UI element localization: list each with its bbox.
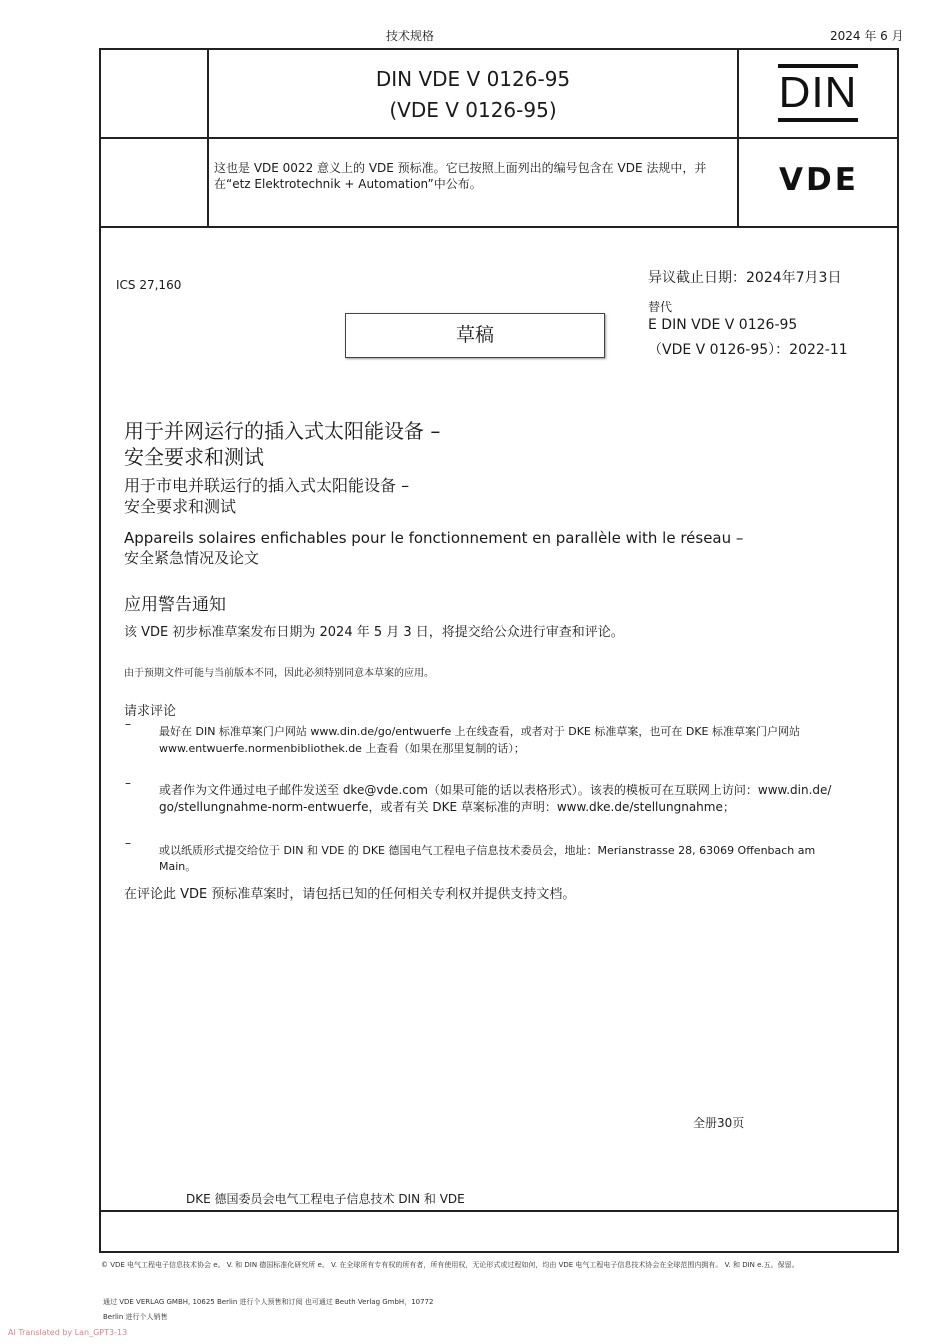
doc-number-alt: (VDE V 0126-95) [389, 98, 557, 122]
warning-heading: 应用警告通知 [124, 595, 226, 615]
doc-number-block [209, 64, 737, 126]
comments-heading: 请求评论 [124, 704, 177, 719]
comment-item-line1: 或以纸质形式提交给位于 DIN 和 VDE 的 DKE 德国电气工程电子信息技术委员会，地址：Merianstrasse 28, 63069 Offenbach am [159, 844, 816, 857]
title-zh [124, 418, 440, 470]
comment-item-line1: 最好在 DIN 标准草案门户网站 www.din.de/go/entwuerfe 上在线查看，或者对于 DKE 标准草案，也可在 DKE 标准草案门户网站 [159, 725, 800, 738]
comment-bullet: – [125, 776, 131, 790]
page-count: 全册30页 [693, 1116, 745, 1130]
warning-note: 由于预期文件可能与当前版本不同，因此必须特别同意本草案的应用。 [124, 668, 434, 679]
doc-number: DIN VDE V 0126-95 [375, 67, 571, 91]
divider [99, 1210, 899, 1212]
divider [207, 138, 209, 227]
ics-code: ICS 27,160 [116, 278, 182, 292]
title-zh-line1: 用于并网运行的插入式太阳能设备 – [124, 419, 441, 443]
title-en-line2: 安全要求和测试 [124, 497, 237, 516]
committee-name: DKE 德国委员会电气工程电子信息技术 DIN 和 VDE [186, 1192, 465, 1206]
translation-note: AI Translated by Lan_GPT3-13 [8, 1328, 128, 1337]
comment-item [159, 843, 849, 875]
page-frame [99, 48, 899, 1253]
divider [99, 226, 899, 228]
comment-bullet: – [125, 836, 131, 850]
title-fr-line1: Appareils solaires enfichables pour le fonctionnement en parallèle with le réseau – [124, 529, 744, 547]
replaces-label: 替代 [648, 300, 673, 314]
comment-item-line2: www.entwuerfe.normenbibliothek.de 上查看（如果在那里复制的话）； [159, 742, 525, 755]
divider [737, 48, 739, 227]
publication-date: 2024 年 6 月 [830, 29, 904, 43]
comments-closing: 在评论此 VDE 预标准草案时，请包括已知的任何相关专利权并提供支持文档。 [124, 887, 576, 902]
replaces-doc-alt: （VDE V 0126-95）：2022-11 [648, 342, 848, 358]
title-en-line1: 用于市电并联运行的插入式太阳能设备 – [124, 476, 410, 495]
vde-logo: VDE [779, 162, 859, 198]
comment-item [159, 723, 839, 757]
document-category: 技术规格 [386, 29, 435, 43]
comment-item-line2: Main。 [159, 860, 197, 873]
publisher-info [103, 1297, 433, 1322]
din-logo [778, 64, 858, 122]
comment-item [159, 782, 849, 816]
draft-badge [345, 313, 605, 358]
comment-bullet: – [125, 717, 131, 731]
draft-label: 草稿 [455, 324, 494, 346]
objection-deadline: 异议截止日期：2024年7月3日 [648, 270, 842, 286]
comment-item-line1: 或者作为文件通过电子邮件发送至 dke@vde.com（如果可能的话以表格形式）。该表的模板可在互联网上访问：www.din.de/ [159, 783, 832, 797]
comment-item-line2: go/stellungnahme-norm-entwuerfe，或者有关 DKE 草案标准的声明：www.dke.de/stellungnahme； [159, 800, 735, 814]
divider [99, 137, 899, 139]
din-logo-bottom-bar [778, 118, 858, 122]
publisher-line1: 通过 VDE VERLAG GMBH, 10625 Berlin 进行个人预售和订阅 也可通过 Beuth Verlag GmbH，10772 [103, 1298, 434, 1306]
warning-text: 该 VDE 初步标准草案发布日期为 2024 年 5 月 3 日，将提交给公众进行审查和评论。 [124, 625, 624, 640]
title-fr [124, 528, 814, 568]
title-zh-line2: 安全要求和测试 [124, 445, 264, 469]
title-en [124, 475, 409, 517]
replaces-doc: E DIN VDE V 0126-95 [648, 317, 798, 333]
title-fr-line2: 安全紧急情况及论文 [124, 549, 260, 567]
din-logo-text: DIN [778, 68, 858, 117]
copyright-notice: © VDE 电气工程电子信息技术协会 e。 V. 和 DIN 德国标准化研究所 e。 V. 在全球所有专有权的所有者，所有使用权，无论形式或过程如何，均由 VDE 电气工程电子信息技术协会在全球范围内拥有。 V. 和 DIN e.五。保留。 [101, 1261, 799, 1269]
vde-notice: 这也是 VDE 0022 意义上的 VDE 预标准。它已按照上面列出的编号包含在 VDE 法规中，并在“etz Elektrotechnik + Automation”中公布。 [214, 161, 707, 191]
publisher-line2: Berlin 进行个人销售 [103, 1313, 168, 1321]
